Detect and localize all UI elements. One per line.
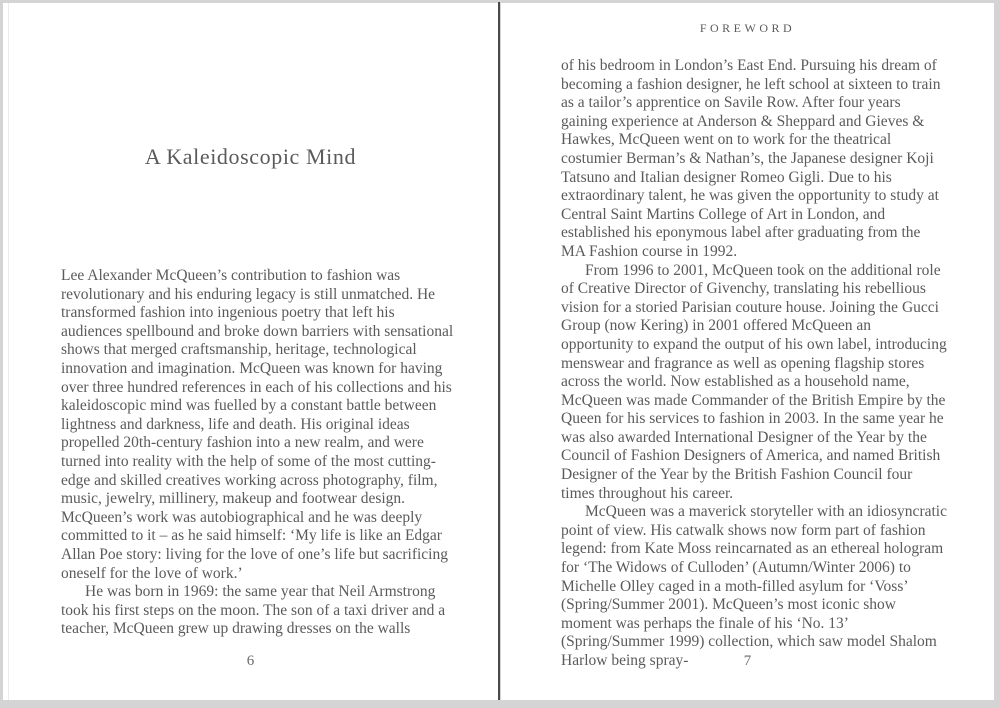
paragraph: of his bedroom in London’s East End. Pursuing his dream of becoming a fashion designer, he left school at sixteen to train as a tailor’s apprentice on Savile Row. After four years gaining experience at Anderson & Sheppard and Gieves & Hawkes, McQueen went on to work for the theatrical costumier Berman’s & Nathan’s, the Japanese designer Koji Tatsuno and Italian designer Romeo Gigli. Due to his extraordinary talent, he was given the opportunity to study at Central Saint Martins College of Art in London, and established his eponymous label after graduating from the MA Fashion course in 1992. bbox=[561, 57, 941, 260]
paragraph: From 1996 to 2001, McQueen took on the additional role of Creative Director of Givenchy, translating his rebellious vision for a storied Parisian couture house. Joining the Gucci Group (now Kering) in 2001 offered McQueen an opportunity to expand the output of his own label, introducing menswear and fragrance as well as opening flagship stores across the world. Now established as a household name, McQueen was made Commander of the British Empire by the Queen for his services to fashion in 2003. In the same year he was also awarded International Designer of the Year by the Council of Fashion Designers of America, and named British Designer of the Year by the British Fashion Council four times throughout his career. bbox=[561, 261, 947, 502]
left-page bbox=[3, 3, 498, 700]
right-page bbox=[501, 3, 994, 700]
running-header: FOREWORD bbox=[699, 21, 796, 35]
paragraph: Lee Alexander McQueen’s contribution to fashion was revolutionary and his enduring legacy is still unmatched. He transformed fashion into ingenious poetry that left his audiences spellbound and broke down barriers with sensational shows that merged craftsmanship, heritage, technological innovation and imagination. McQueen was known for having over three hundred references in each of his collections and his kaleidoscopic mind was fuelled by a constant battle between lightness and darkness, life and death. His original ideas propelled 20th-century fashion into a new realm, and were turned into reality with the help of some of the most cutting-edge and skilled creatives working across photography, film, music, jewelry, millinery, makeup and footwear design. McQueen’s work was autobiographical and he was deeply committed to it – as he said himself: ‘My life is like an Edgar Allan Poe story: living for the love of one’s life but sacrificing oneself for the love of work.’ bbox=[61, 267, 454, 582]
page-edge-line bbox=[8, 3, 9, 700]
right-page-body bbox=[561, 57, 947, 671]
page-number: 6 bbox=[246, 653, 255, 669]
left-page-body bbox=[61, 267, 455, 639]
paragraph: He was born in 1969: the same year that Neil Armstrong took his first steps on the moon. The son of a taxi driver and a teacher, McQueen grew up drawing dresses on the walls bbox=[61, 583, 446, 638]
page-number: 7 bbox=[743, 653, 752, 669]
paragraph: McQueen was a maverick storyteller with an idiosyncratic point of view. His catwalk shows now form part of fashion legend: from Kate Moss reincarnated as an ethereal hologram for ‘The Widows of Culloden’ (Autumn/Winter 2006) to Michelle Olley caged in a moth-filled asylum for ‘Voss’ (Spring/Summer 2001). McQueen’s most iconic show moment was perhaps the finale of his ‘No. 13’ (Spring/Summer 1999) collection, which saw model Shalom Harlow being spray- bbox=[561, 503, 947, 669]
spine-divider bbox=[498, 2, 500, 700]
chapter-title: A Kaleidoscopic Mind bbox=[144, 144, 357, 169]
